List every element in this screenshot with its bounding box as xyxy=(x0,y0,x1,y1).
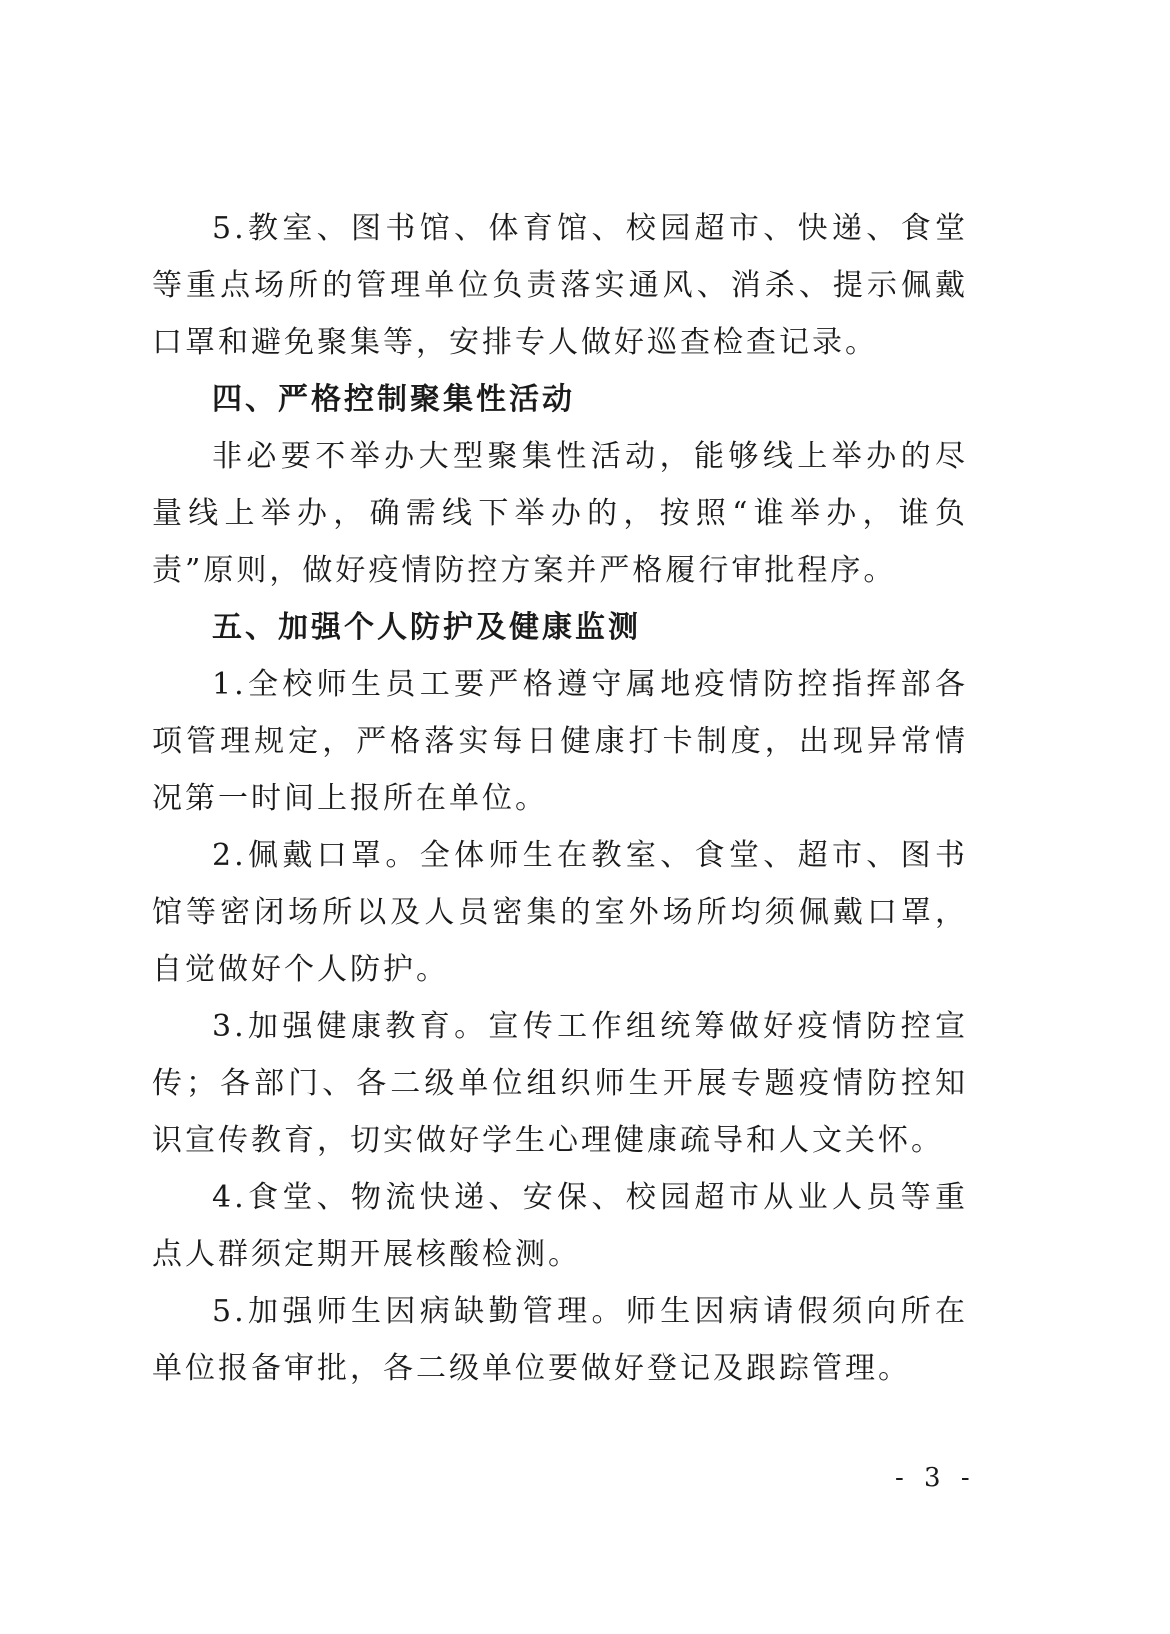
paragraph-2-masks: 2.佩戴口罩。全体师生在教室、食堂、超市、图书馆等密闭场所以及人员密集的室外场所均须佩戴口罩，自觉做好个人防护。 xyxy=(152,838,968,987)
paragraph-4-nucleic-testing: 4.食堂、物流快递、安保、校园超市从业人员等重点人群须定期开展核酸检测。 xyxy=(152,1180,968,1272)
paragraph-5-absence-management: 5.加强师生因病缺勤管理。师生因病请假须向所在单位报备审批，各二级单位要做好登记及跟踪管理。 xyxy=(152,1294,968,1386)
document-body xyxy=(152,200,968,1397)
section-heading-4: 四、严格控制聚集性活动 xyxy=(212,382,575,417)
paragraph-3-health-education: 3.加强健康教育。宣传工作组统筹做好疫情防控宣传；各部门、各二级单位组织师生开展专题疫情防控知识宣传教育，切实做好学生心理健康疏导和人文关怀。 xyxy=(152,1009,968,1158)
paragraph-gathering-activities: 非必要不举办大型聚集性活动，能够线上举办的尽量线上举办，确需线下举办的，按照“谁举办，谁负责”原则，做好疫情防控方案并严格履行审批程序。 xyxy=(152,439,968,588)
paragraph-1-health-checkin: 1.全校师生员工要严格遵守属地疫情防控指挥部各项管理规定，严格落实每日健康打卡制度，出现异常情况第一时间上报所在单位。 xyxy=(152,667,968,816)
page-number: - 3 - xyxy=(895,1463,976,1493)
section-heading-5: 五、加强个人防护及健康监测 xyxy=(212,610,641,645)
paragraph-5-key-venues: 5.教室、图书馆、体育馆、校园超市、快递、食堂等重点场所的管理单位负责落实通风、消杀、提示佩戴口罩和避免聚集等，安排专人做好巡查检查记录。 xyxy=(152,211,968,360)
